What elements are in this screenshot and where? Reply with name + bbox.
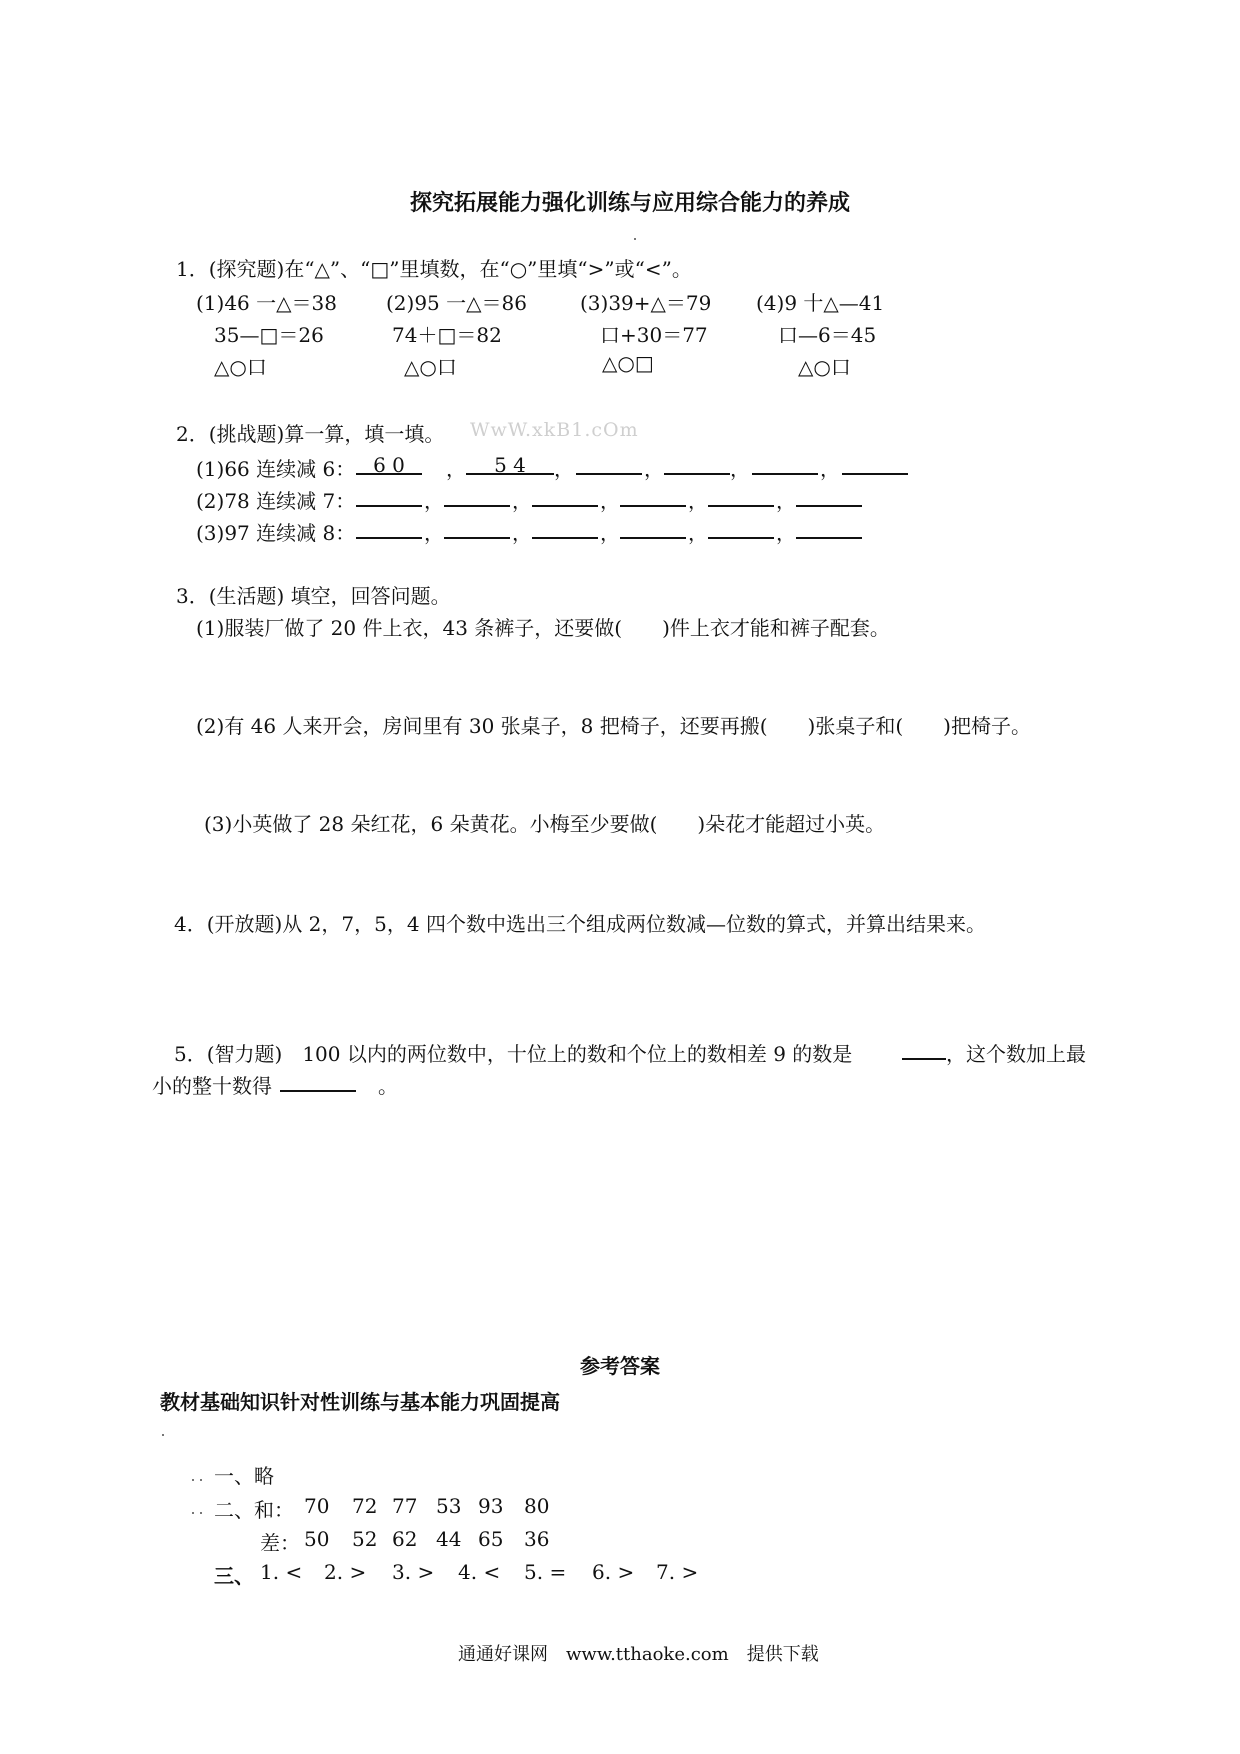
- comma: ，: [600, 521, 620, 545]
- comma: ，: [512, 489, 532, 513]
- q1-compare-item: △○□: [602, 351, 654, 375]
- scan-speck: [200, 1512, 202, 1514]
- comma: ，: [644, 457, 664, 481]
- answer-value: 62: [392, 1527, 418, 1551]
- answer-blank[interactable]: [280, 1070, 356, 1092]
- answer-blank[interactable]: [796, 517, 862, 539]
- answer-value: 65: [478, 1527, 504, 1551]
- q5-line2-text: 。: [378, 1074, 398, 1098]
- q1-row1-item: (1)46 一△＝38: [196, 291, 337, 315]
- q1-row2-item: 口—6＝45: [778, 323, 877, 347]
- answer-value: 6. >: [592, 1560, 635, 1584]
- comma: ，: [424, 489, 444, 513]
- q5-line2-text: 小的整十数得: [152, 1074, 272, 1098]
- answer-blank[interactable]: 6 0: [356, 453, 422, 475]
- answer-value: 36: [524, 1527, 550, 1551]
- answer-value: 53: [436, 1494, 462, 1518]
- answer-blank[interactable]: [444, 485, 510, 507]
- comma: ，: [512, 521, 532, 545]
- answer-value: 72: [352, 1494, 378, 1518]
- answer-value: 50: [304, 1527, 330, 1551]
- q2-heading: 2．(挑战题)算一算，填一填。: [176, 422, 445, 446]
- answer-value: 3. >: [392, 1560, 435, 1584]
- answer-blank[interactable]: 5 4: [466, 453, 554, 475]
- comma: ，: [600, 489, 620, 513]
- comma: ，: [820, 457, 840, 481]
- q3-problem: (1)服装厂做了 20 件上衣，43 条裤子，还要做( )件上衣才能和裤子配套。: [196, 616, 890, 640]
- answers-title: 参考答案: [580, 1354, 660, 1378]
- answer-blank[interactable]: [576, 453, 642, 475]
- q1-row2-item: 口+30＝77: [600, 323, 708, 347]
- q2-line-label: (1)66 连续减 6：: [196, 457, 356, 481]
- answer-blank[interactable]: [708, 485, 774, 507]
- answer-value: 4. <: [458, 1560, 501, 1584]
- answer-blank[interactable]: [356, 517, 422, 539]
- q3-problem: (2)有 46 人来开会，房间里有 30 张桌子，8 把椅子，还要再搬( )张桌子和( )把椅子。: [196, 714, 1031, 738]
- answer-blank[interactable]: [532, 517, 598, 539]
- answer-line-3-label: 差：: [260, 1531, 300, 1555]
- q1-compare-item: △○口: [798, 355, 851, 379]
- q1-compare-item: △○口: [214, 355, 267, 379]
- q4-text: 4．(开放题)从 2，7，5，4 四个数中选出三个组成两位数减—位数的算式，并算出结果来。: [174, 912, 986, 936]
- comma: ，: [554, 457, 574, 481]
- answer-value: 70: [304, 1494, 330, 1518]
- answer-value: 7. >: [656, 1560, 699, 1584]
- q3-heading: 3．(生活题) 填空，回答问题。: [176, 584, 451, 608]
- q5-line1-text: ，这个数加上最: [946, 1042, 1086, 1066]
- q1-row1-item: (3)39+△＝79: [580, 291, 712, 315]
- answer-blank[interactable]: [708, 517, 774, 539]
- comma: ，: [776, 521, 796, 545]
- answer-value: 2. >: [324, 1560, 367, 1584]
- answer-blank[interactable]: [444, 517, 510, 539]
- scan-speck: [200, 1479, 202, 1481]
- answer-value: 52: [352, 1527, 378, 1551]
- answer-line-1: 一、略: [214, 1464, 274, 1488]
- comma: ，: [776, 489, 796, 513]
- answer-blank[interactable]: [842, 453, 908, 475]
- q1-heading: 1．(探究题)在“△”、“□”里填数，在“○”里填“>”或“<”。: [176, 257, 692, 281]
- answer-blank[interactable]: [752, 453, 818, 475]
- q5-line1-text: 5．(智力题) 100 以内的两位数中，十位上的数和个位上的数相差 9 的数是: [174, 1042, 853, 1066]
- answer-blank[interactable]: [620, 517, 686, 539]
- answer-value: 77: [392, 1494, 418, 1518]
- page-title: 探究拓展能力强化训练与应用综合能力的养成: [410, 190, 851, 216]
- answer-line-4-label: 三、: [214, 1564, 254, 1588]
- q3-problem: (3)小英做了 28 朵红花，6 朵黄花。小梅至少要做( )朵花才能超过小英。: [204, 812, 886, 836]
- q2-line-label: (3)97 连续减 8：: [196, 521, 356, 545]
- footer-text: 通通好课网 www.tthaoke.com 提供下载: [458, 1644, 819, 1665]
- q1-row1-item: (2)95 一△＝86: [386, 291, 527, 315]
- q1-row2-item: 74＋□＝82: [392, 323, 502, 347]
- watermark: WwW.xkB1.cOm: [470, 419, 639, 441]
- answer-value: 1. <: [260, 1560, 303, 1584]
- comma: ，: [688, 521, 708, 545]
- q1-row2-item: 35—□＝26: [214, 323, 324, 347]
- comma: ，: [424, 521, 444, 545]
- answer-value: 44: [436, 1527, 462, 1551]
- answer-blank[interactable]: [620, 485, 686, 507]
- comma: ，: [730, 457, 750, 481]
- q1-row1-item: (4)9 十△—41: [756, 291, 885, 315]
- answer-blank[interactable]: [902, 1038, 946, 1060]
- answer-line-2-label: 二、和：: [214, 1498, 294, 1522]
- q2-line-label: (2)78 连续减 7：: [196, 489, 356, 513]
- q1-compare-item: △○口: [404, 355, 457, 379]
- answer-blank[interactable]: [532, 485, 598, 507]
- answer-value: 93: [478, 1494, 504, 1518]
- scan-speck: [634, 238, 636, 240]
- scan-speck: [192, 1512, 194, 1514]
- answers-subtitle: 教材基础知识针对性训练与基本能力巩固提高: [160, 1390, 560, 1414]
- comma: ，: [446, 457, 466, 481]
- answer-value: 80: [524, 1494, 550, 1518]
- comma: ，: [688, 489, 708, 513]
- answer-blank[interactable]: [356, 485, 422, 507]
- scan-speck: [192, 1479, 194, 1481]
- answer-blank[interactable]: [796, 485, 862, 507]
- answer-blank[interactable]: [664, 453, 730, 475]
- answer-value: 5. =: [524, 1560, 567, 1584]
- scan-speck: [162, 1434, 164, 1436]
